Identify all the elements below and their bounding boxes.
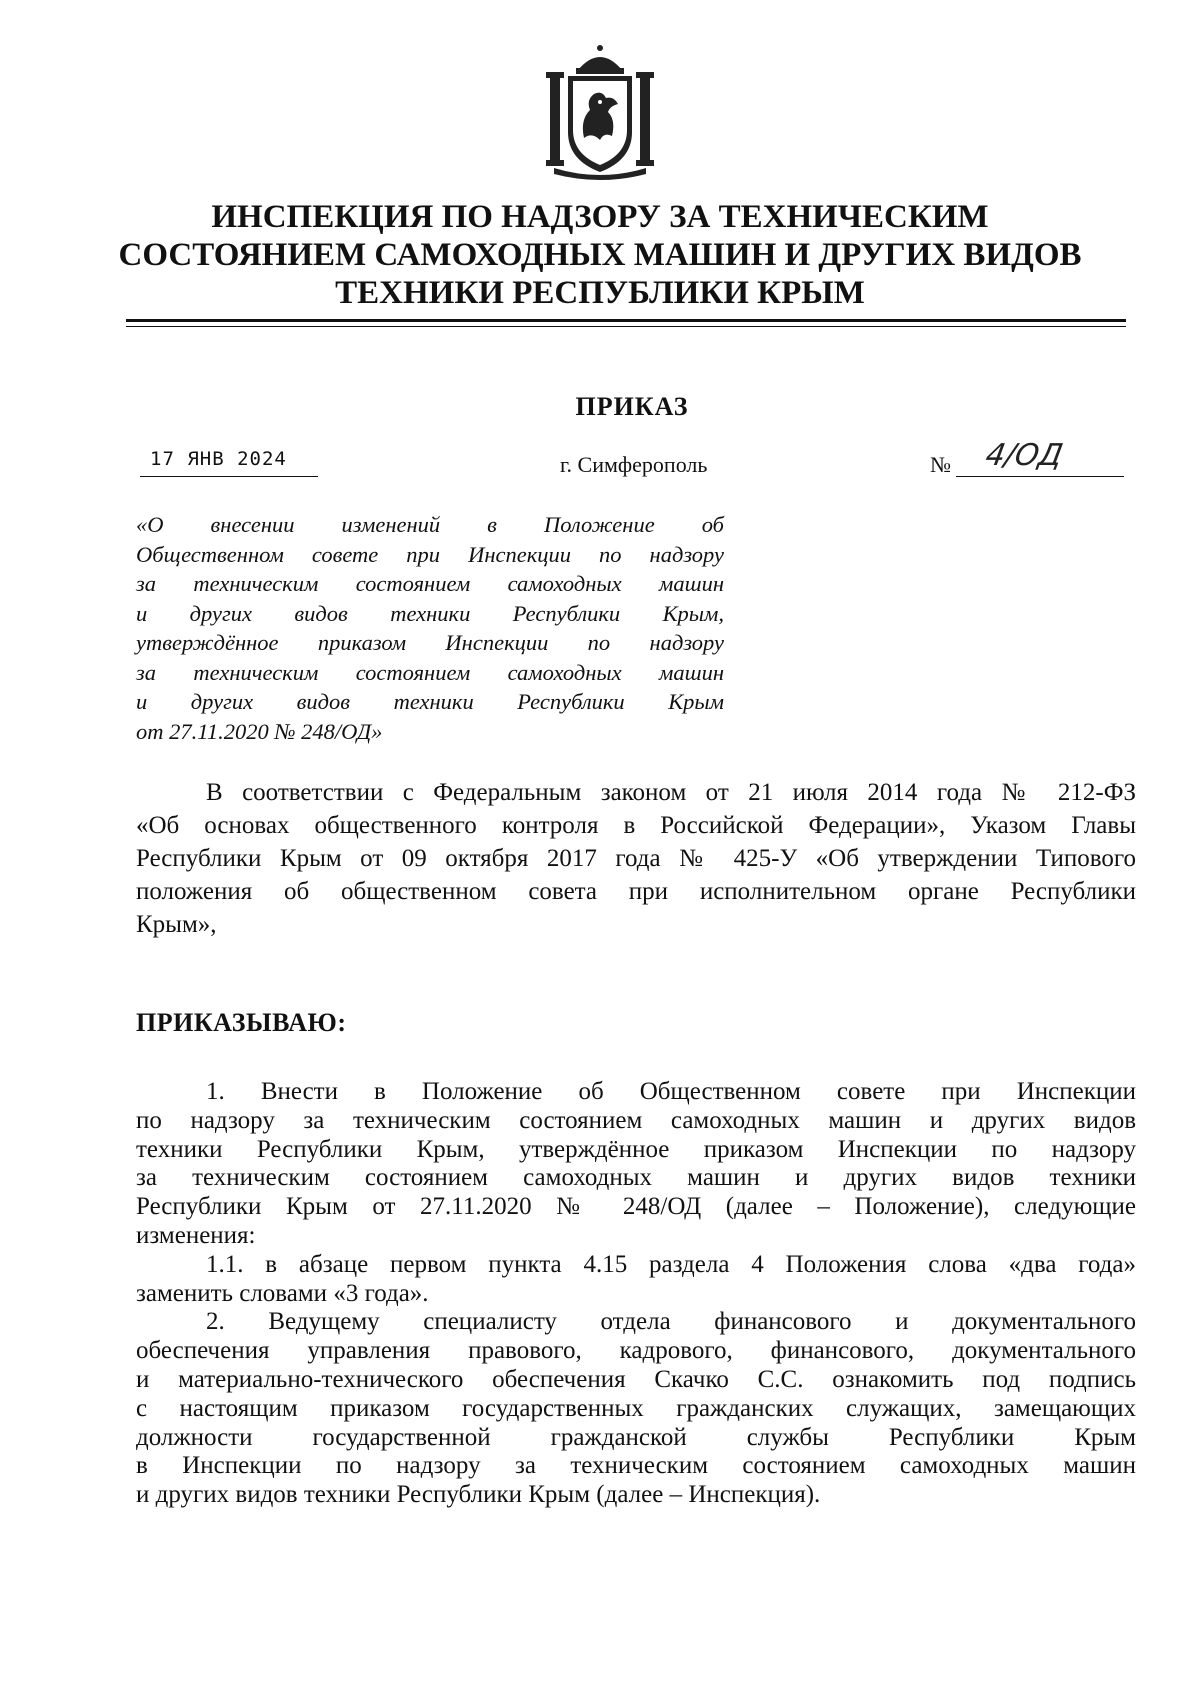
date-stamp: 17 ЯНВ 2024 xyxy=(150,448,287,470)
header-divider-thin xyxy=(126,326,1126,327)
number-underline xyxy=(956,476,1124,477)
date-underline xyxy=(140,476,318,477)
item-1 xyxy=(136,1078,1136,1251)
subject-line: Общественном совете при Инспекции по надзору xyxy=(136,541,724,567)
item-1-line: изменения: xyxy=(136,1221,256,1249)
preamble-paragraph xyxy=(136,776,1136,941)
preamble-line: «Об основах общественного контроля в Российской Федерации», Указом Главы xyxy=(136,812,1136,839)
order-number-handwritten: 4/ОД xyxy=(982,438,1066,473)
item-2-line: 2. Ведущему специалисту отдела финансового и документального xyxy=(206,1308,1136,1336)
city: г. Симферополь xyxy=(560,452,708,477)
item-1-1 xyxy=(136,1251,1136,1309)
preamble-line: положения об общественном совета при исполнительном органе Республики xyxy=(136,878,1136,905)
item-1-line: 1. Внести в Положение об Общественном совете при Инспекции xyxy=(206,1078,1136,1105)
subject-line: утверждённое приказом Инспекции по надзору xyxy=(136,630,724,655)
subject-line: от 27.11.2020 № 248/ОД» xyxy=(136,718,383,744)
item-1-1-line: 1.1. в абзаце первом пункта 4.15 раздела 4 Положения слова «два года» xyxy=(206,1250,1136,1278)
order-items xyxy=(136,1078,1136,1510)
crimea-coat-of-arms-icon xyxy=(540,40,660,180)
item-1-line: Республики Крым от 27.11.2020 № 248/ОД (далее – Положение), следующие xyxy=(136,1193,1136,1221)
item-2-line: в Инспекции по надзору за техническим состоянием самоходных машин xyxy=(136,1452,1136,1480)
subject-line: и других видов техники Республики Крым, xyxy=(136,600,724,626)
item-2-line: должности государственной гражданской службы Республики Крым xyxy=(136,1423,1136,1451)
item-2-line: и других видов техники Республики Крым (далее – Инспекция). xyxy=(136,1481,821,1509)
organization-title xyxy=(90,198,1110,312)
org-title-line: СОСТОЯНИЕМ САМОХОДНЫХ МАШИН И ДРУГИХ ВИДОВ xyxy=(118,237,1082,273)
document-type: ПРИКАЗ xyxy=(575,392,689,421)
item-1-line: по надзору за техническим состоянием самоходных машин и других видов xyxy=(136,1106,1136,1134)
subject-line: «О внесении изменений в Положение об xyxy=(136,512,724,537)
preamble-line: Республики Крым от 09 октября 2017 года № 425-У «Об утверждении Типового xyxy=(136,845,1136,872)
preamble-line: Крым», xyxy=(136,911,217,938)
org-title-line: ТЕХНИКИ РЕСПУБЛИКИ КРЫМ xyxy=(335,275,865,311)
item-1-line: за техническим состоянием самоходных машин и других видов техники xyxy=(136,1164,1136,1192)
subject-line: и других видов техники Республики Крым xyxy=(136,689,724,714)
item-1-line: техники Республики Крым, утверждённое приказом Инспекции по надзору xyxy=(136,1135,1136,1163)
header-divider-thick xyxy=(126,319,1126,322)
item-2-line: и материально-технического обеспечения Скачко С.С. ознакомить под подпись xyxy=(136,1365,1136,1393)
order-directive-heading: ПРИКАЗЫВАЮ: xyxy=(136,1008,347,1037)
item-2-line: с настоящим приказом государственных гражданских служащих, замещающих xyxy=(136,1394,1136,1422)
item-2-line: обеспечения управления правового, кадрового, финансового, документального xyxy=(136,1337,1136,1365)
item-2 xyxy=(136,1308,1136,1510)
org-title-line: ИНСПЕКЦИЯ ПО НАДЗОРУ ЗА ТЕХНИЧЕСКИМ xyxy=(211,199,989,235)
order-subject xyxy=(136,510,724,746)
number-sign: № xyxy=(930,452,951,477)
preamble-line: В соответствии с Федеральным законом от 21 июля 2014 года № 212-ФЗ xyxy=(206,779,1136,806)
subject-line: за техническим состоянием самоходных машин xyxy=(136,571,724,596)
subject-line: за техническим состоянием самоходных машин xyxy=(136,659,724,685)
item-1-1-line: заменить словами «3 года». xyxy=(136,1279,429,1307)
